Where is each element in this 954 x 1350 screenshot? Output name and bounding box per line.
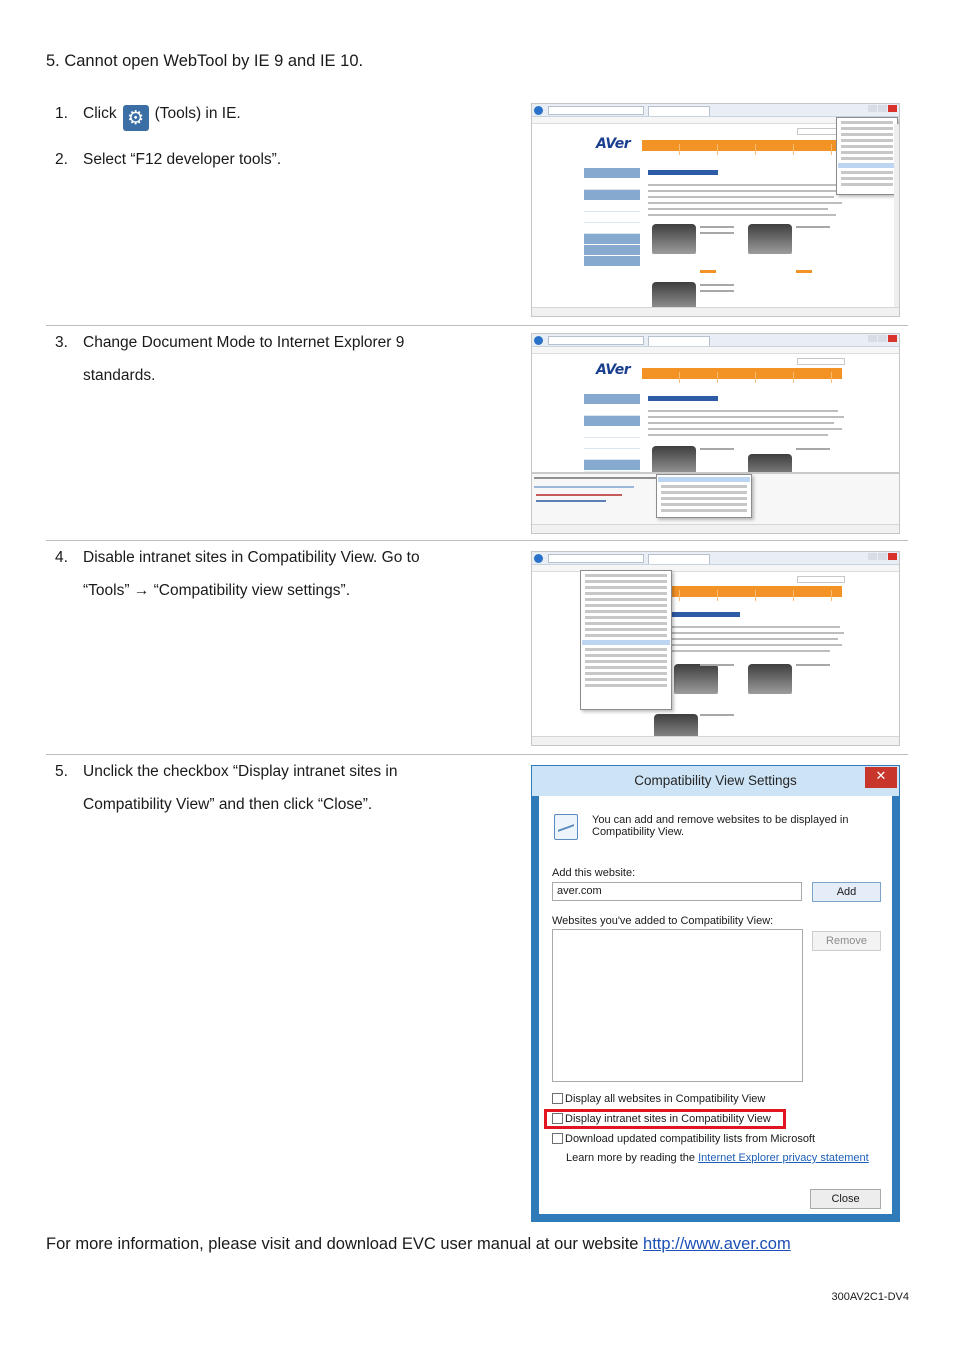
privacy-learn-more: Learn more by reading the Internet Explorer privacy statement (566, 1152, 869, 1164)
document-code: 300AV2C1-DV4 (831, 1291, 909, 1303)
screenshot-document-mode (531, 333, 900, 534)
step-2: 2. Select “F12 developer tools”. (55, 151, 282, 168)
checkbox-display-all[interactable]: Display all websites in Compatibility View (552, 1093, 765, 1105)
close-button[interactable]: Close (810, 1189, 881, 1209)
add-website-input[interactable]: aver.com (552, 882, 802, 901)
highlight-box (544, 1109, 786, 1129)
add-button[interactable]: Add (812, 882, 881, 902)
screenshot-compatibility-menu (531, 551, 900, 746)
step-4: 4. Disable intranet sites in Compatibility View. Go to “Tools” → “Compatibility view settings”. (55, 549, 420, 599)
aver-logo: AVer (596, 136, 631, 152)
checkbox-display-intranet[interactable]: Display intranet sites in Compatibility View (552, 1113, 771, 1125)
remove-button[interactable]: Remove (812, 931, 881, 951)
aver-logo-2: AVer (596, 362, 631, 378)
compatibility-view-dialog (531, 765, 900, 1222)
step-5: 5. Unclick the checkbox “Display intranet sites in Compatibility View” and then click “Close”. (55, 763, 398, 813)
dialog-title: Compatibility View Settings (532, 766, 899, 796)
step-3: 3. Change Document Mode to Internet Explorer 9 standards. (55, 334, 405, 384)
checkbox-download-lists[interactable]: Download updated compatibility lists from Microsoft (552, 1133, 815, 1145)
screenshot-tools-menu (531, 103, 900, 317)
gear-icon: ⚙ (123, 105, 149, 131)
footer-info: For more information, please visit and download EVC user manual at our website http://www.aver.com (46, 1235, 791, 1253)
websites-list-label: Websites you've added to Compatibility View: (552, 915, 774, 927)
dialog-description: You can add and remove websites to be displayed in Compatibility View. (592, 814, 849, 838)
close-icon[interactable]: ✕ (865, 767, 897, 788)
section-heading: 5. Cannot open WebTool by IE 9 and IE 10. (46, 52, 364, 70)
step-1: 1. Click ⚙ (Tools) in IE. (55, 105, 241, 129)
add-website-label: Add this website: (552, 867, 636, 879)
aver-website-link[interactable]: http://www.aver.com (643, 1235, 791, 1253)
web-page-icon (554, 814, 578, 840)
privacy-statement-link[interactable]: Internet Explorer privacy statement (698, 1152, 869, 1164)
websites-listbox[interactable] (552, 929, 803, 1082)
